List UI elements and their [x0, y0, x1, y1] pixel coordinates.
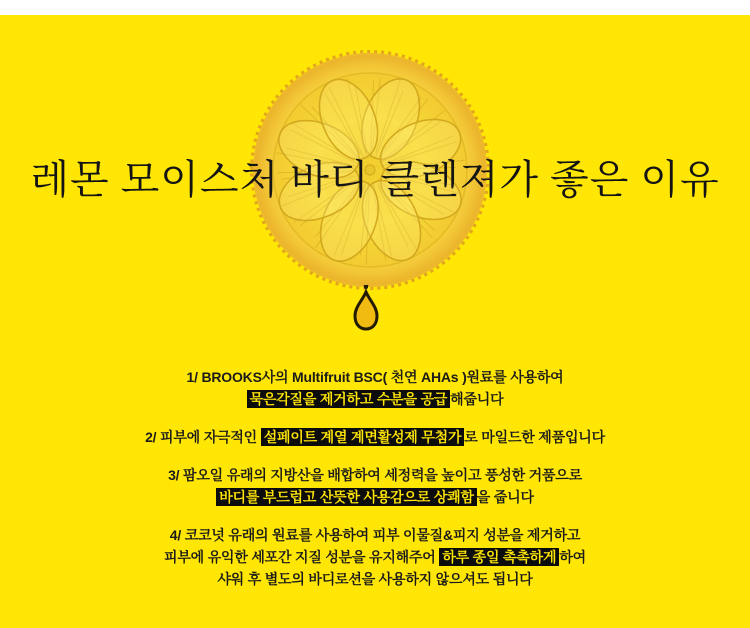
benefit-text: 2/ 피부에 자극적인 — [145, 429, 261, 445]
page-title: 레몬 모이스처 바디 클렌져가 좋은 이유 — [30, 157, 720, 202]
benefit-line — [0, 546, 750, 568]
benefit-item — [0, 464, 750, 508]
benefit-line — [0, 486, 750, 508]
benefit-line — [0, 464, 750, 486]
benefit-item — [0, 426, 750, 448]
benefit-text: 피부에 유익한 세포간 지질 성분을 유지해주어 — [164, 549, 440, 565]
benefit-text: 하여 — [559, 549, 586, 565]
benefit-text: 을 줍니다 — [476, 489, 534, 505]
benefit-line — [0, 426, 750, 448]
benefit-line — [0, 568, 750, 590]
benefit-highlight-text: 바디를 부드럽고 산뜻한 사용감으로 상쾌함 — [216, 488, 477, 506]
benefit-highlight-text: 설페이트 계열 계면활성제 무첨가 — [261, 428, 465, 446]
benefit-text: 3/ 팜오일 유래의 지방산을 배합하여 세정력을 높이고 풍성한 거품으로 — [168, 467, 582, 483]
top-margin-bar — [0, 0, 750, 15]
benefit-text: 4/ 코코넛 유래의 원료를 사용하여 피부 이물질&피지 성분을 제거하고 — [169, 527, 581, 543]
benefit-list — [0, 366, 750, 606]
benefit-item — [0, 524, 750, 590]
benefit-highlight-text: 하루 종일 촉촉하게 — [439, 548, 559, 566]
benefit-line — [0, 388, 750, 410]
benefit-highlight-text: 묵은각질을 제거하고 수분을 공급 — [247, 390, 451, 408]
benefit-text: 해줍니다 — [450, 391, 504, 407]
juice-drop-icon — [355, 285, 377, 329]
benefit-text: 샤워 후 별도의 바디로션을 사용하지 않으셔도 됩니다 — [217, 571, 533, 587]
benefit-line — [0, 524, 750, 546]
benefit-line — [0, 366, 750, 388]
benefit-item — [0, 366, 750, 410]
benefit-text: 1/ BROOKS사의 Multifruit BSC( 천연 AHAs )원료를 사용하여 — [186, 369, 564, 385]
benefit-text: 로 마일드한 제품입니다 — [464, 429, 605, 445]
